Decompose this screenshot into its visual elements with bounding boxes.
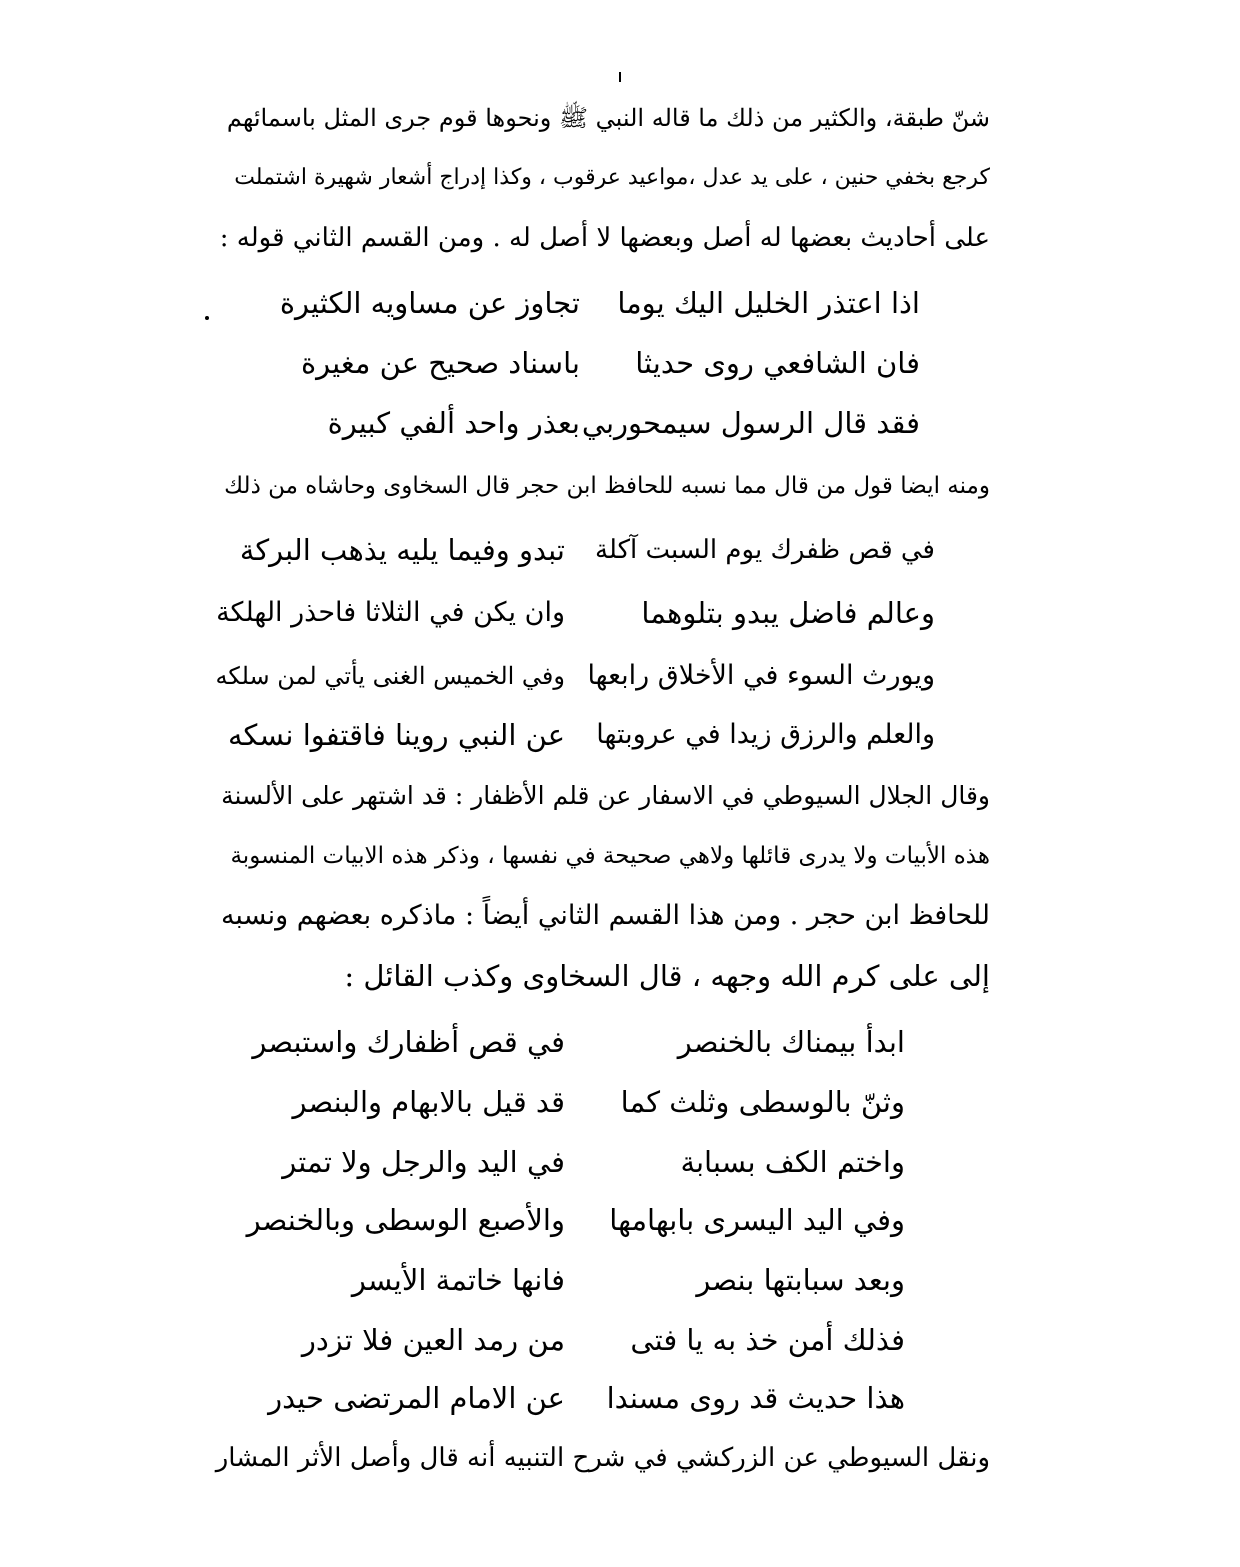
prose-paragraph-mid-1 <box>210 456 990 516</box>
verse-second-hemistich: تجاوز عن مساويه الكثيرة <box>279 286 580 320</box>
verse-line <box>216 583 935 643</box>
verse-line <box>292 1072 905 1132</box>
text-line: ومنه ايضا قول من قال مما نسبه للحافظ ابن حجر قال السخاوى وحاشاه من ذلك <box>224 473 990 499</box>
text-line: شنّ طبقة، والكثير من ذلك ما قاله النبي ﷺ ونحوها قوم جرى المثل باسمائهم <box>226 104 990 132</box>
verse-second-hemistich: بعذر واحد ألفي كبيرة <box>327 406 580 440</box>
prose-paragraph-bottom <box>210 1428 990 1488</box>
verse-line <box>280 393 920 453</box>
verse-line <box>246 1190 905 1250</box>
stray-mark <box>205 316 209 320</box>
verse-first-hemistich: فان الشافعي روى حديثا <box>635 346 920 380</box>
verse-first-hemistich: وفي اليد اليسرى بابهامها <box>609 1203 905 1237</box>
verse-second-hemistich: عن النبي روينا فاقتفوا نسكه <box>227 718 565 752</box>
text-line: للحافظ ابن حجر . ومن هذا القسم الثاني أيضاً : ماذكره بعضهم ونسبه <box>220 900 990 931</box>
verse-line <box>280 273 920 333</box>
verse-second-hemistich: والأصبع الوسطى وبالخنصر <box>246 1203 565 1237</box>
verse-first-hemistich: اذا اعتذر الخليل اليك يوما <box>617 286 920 320</box>
verse-second-hemistich: في قص أظفارك واستبصر <box>252 1025 565 1059</box>
verse-second-hemistich: من رمد العين فلا تزدر <box>301 1323 565 1357</box>
text-line: ونقل السيوطي عن الزركشي في شرح التنبيه أنه قال وأصل الأثر المشار <box>215 1443 990 1473</box>
verse-first-hemistich: في قص ظفرك يوم السبت آكلة <box>595 535 935 565</box>
prose-paragraph-top <box>210 88 990 268</box>
verse-line <box>252 1012 905 1072</box>
verse-first-hemistich: ويورث السوء في الأخلاق رابعها <box>587 660 935 691</box>
verse-line <box>282 1132 905 1192</box>
verse-first-hemistich: هذا حديث قد روى مسندا <box>606 1381 905 1415</box>
verse-first-hemistich: فقد قال الرسول سيمحوربي <box>581 406 920 440</box>
verse-second-hemistich: تبدو وفيما يليه يذهب البركة <box>239 533 565 567</box>
verse-second-hemistich: باسناد صحيح عن مغيرة <box>300 346 580 380</box>
verse-line <box>280 333 920 393</box>
verse-second-hemistich: في اليد والرجل ولا تمتر <box>282 1145 565 1179</box>
verse-first-hemistich: واختم الكف بسبابة <box>680 1145 905 1179</box>
verse-second-hemistich: وفي الخميس الغنى يأتي لمن سلكه <box>215 662 565 690</box>
verse-second-hemistich: قد قيل بالابهام والبنصر <box>292 1085 565 1119</box>
page-mark <box>619 72 621 82</box>
text-line: هذه الأبيات ولا يدرى قائلها ولاهي صحيحة في نفسها ، وذكر هذه الابيات المنسوبة <box>230 843 990 869</box>
verse-first-hemistich: وعالم فاضل يبدو بتلوهما <box>641 596 935 630</box>
verse-line <box>301 1310 905 1370</box>
verse-first-hemistich: ابدأ بيمناك بالخنصر <box>677 1025 905 1059</box>
verse-line <box>227 705 935 765</box>
verse-first-hemistich: وبعد سبابتها بنصر <box>696 1263 905 1297</box>
prose-paragraph-mid-2 <box>210 766 990 1006</box>
verse-line <box>305 1250 905 1310</box>
verse-line <box>239 520 935 580</box>
verse-second-hemistich: وان يكن في الثلاثا فاحذر الهلكة <box>216 597 565 628</box>
text-line: على أحاديث بعضها له أصل وبعضها لا أصل له . ومن القسم الثاني قوله : <box>219 223 990 253</box>
verse-first-hemistich: وثنّ بالوسطى وثلث كما <box>620 1085 905 1119</box>
text-line: وقال الجلال السيوطي في الاسفار عن قلم الأظفار : قد اشتهر على الألسنة <box>221 781 990 810</box>
verse-first-hemistich: والعلم والرزق زيدا في عروبتها <box>596 719 935 750</box>
verse-line <box>268 1368 905 1428</box>
text-line: كرجع بخفي حنين ، على يد عدل ،مواعيد عرقوب ، وكذا إدراج أشعار شهيرة اشتملت <box>234 165 990 190</box>
verse-first-hemistich: فذلك أمن خذ به يا فتى <box>630 1323 905 1357</box>
verse-second-hemistich: عن الامام المرتضى حيدر <box>268 1381 565 1415</box>
verse-line <box>215 646 935 706</box>
text-line: إلى على كرم الله وجهه ، قال السخاوى وكذب القائل : <box>344 959 990 993</box>
verse-second-hemistich: فانها خاتمة الأيسر <box>351 1263 565 1297</box>
